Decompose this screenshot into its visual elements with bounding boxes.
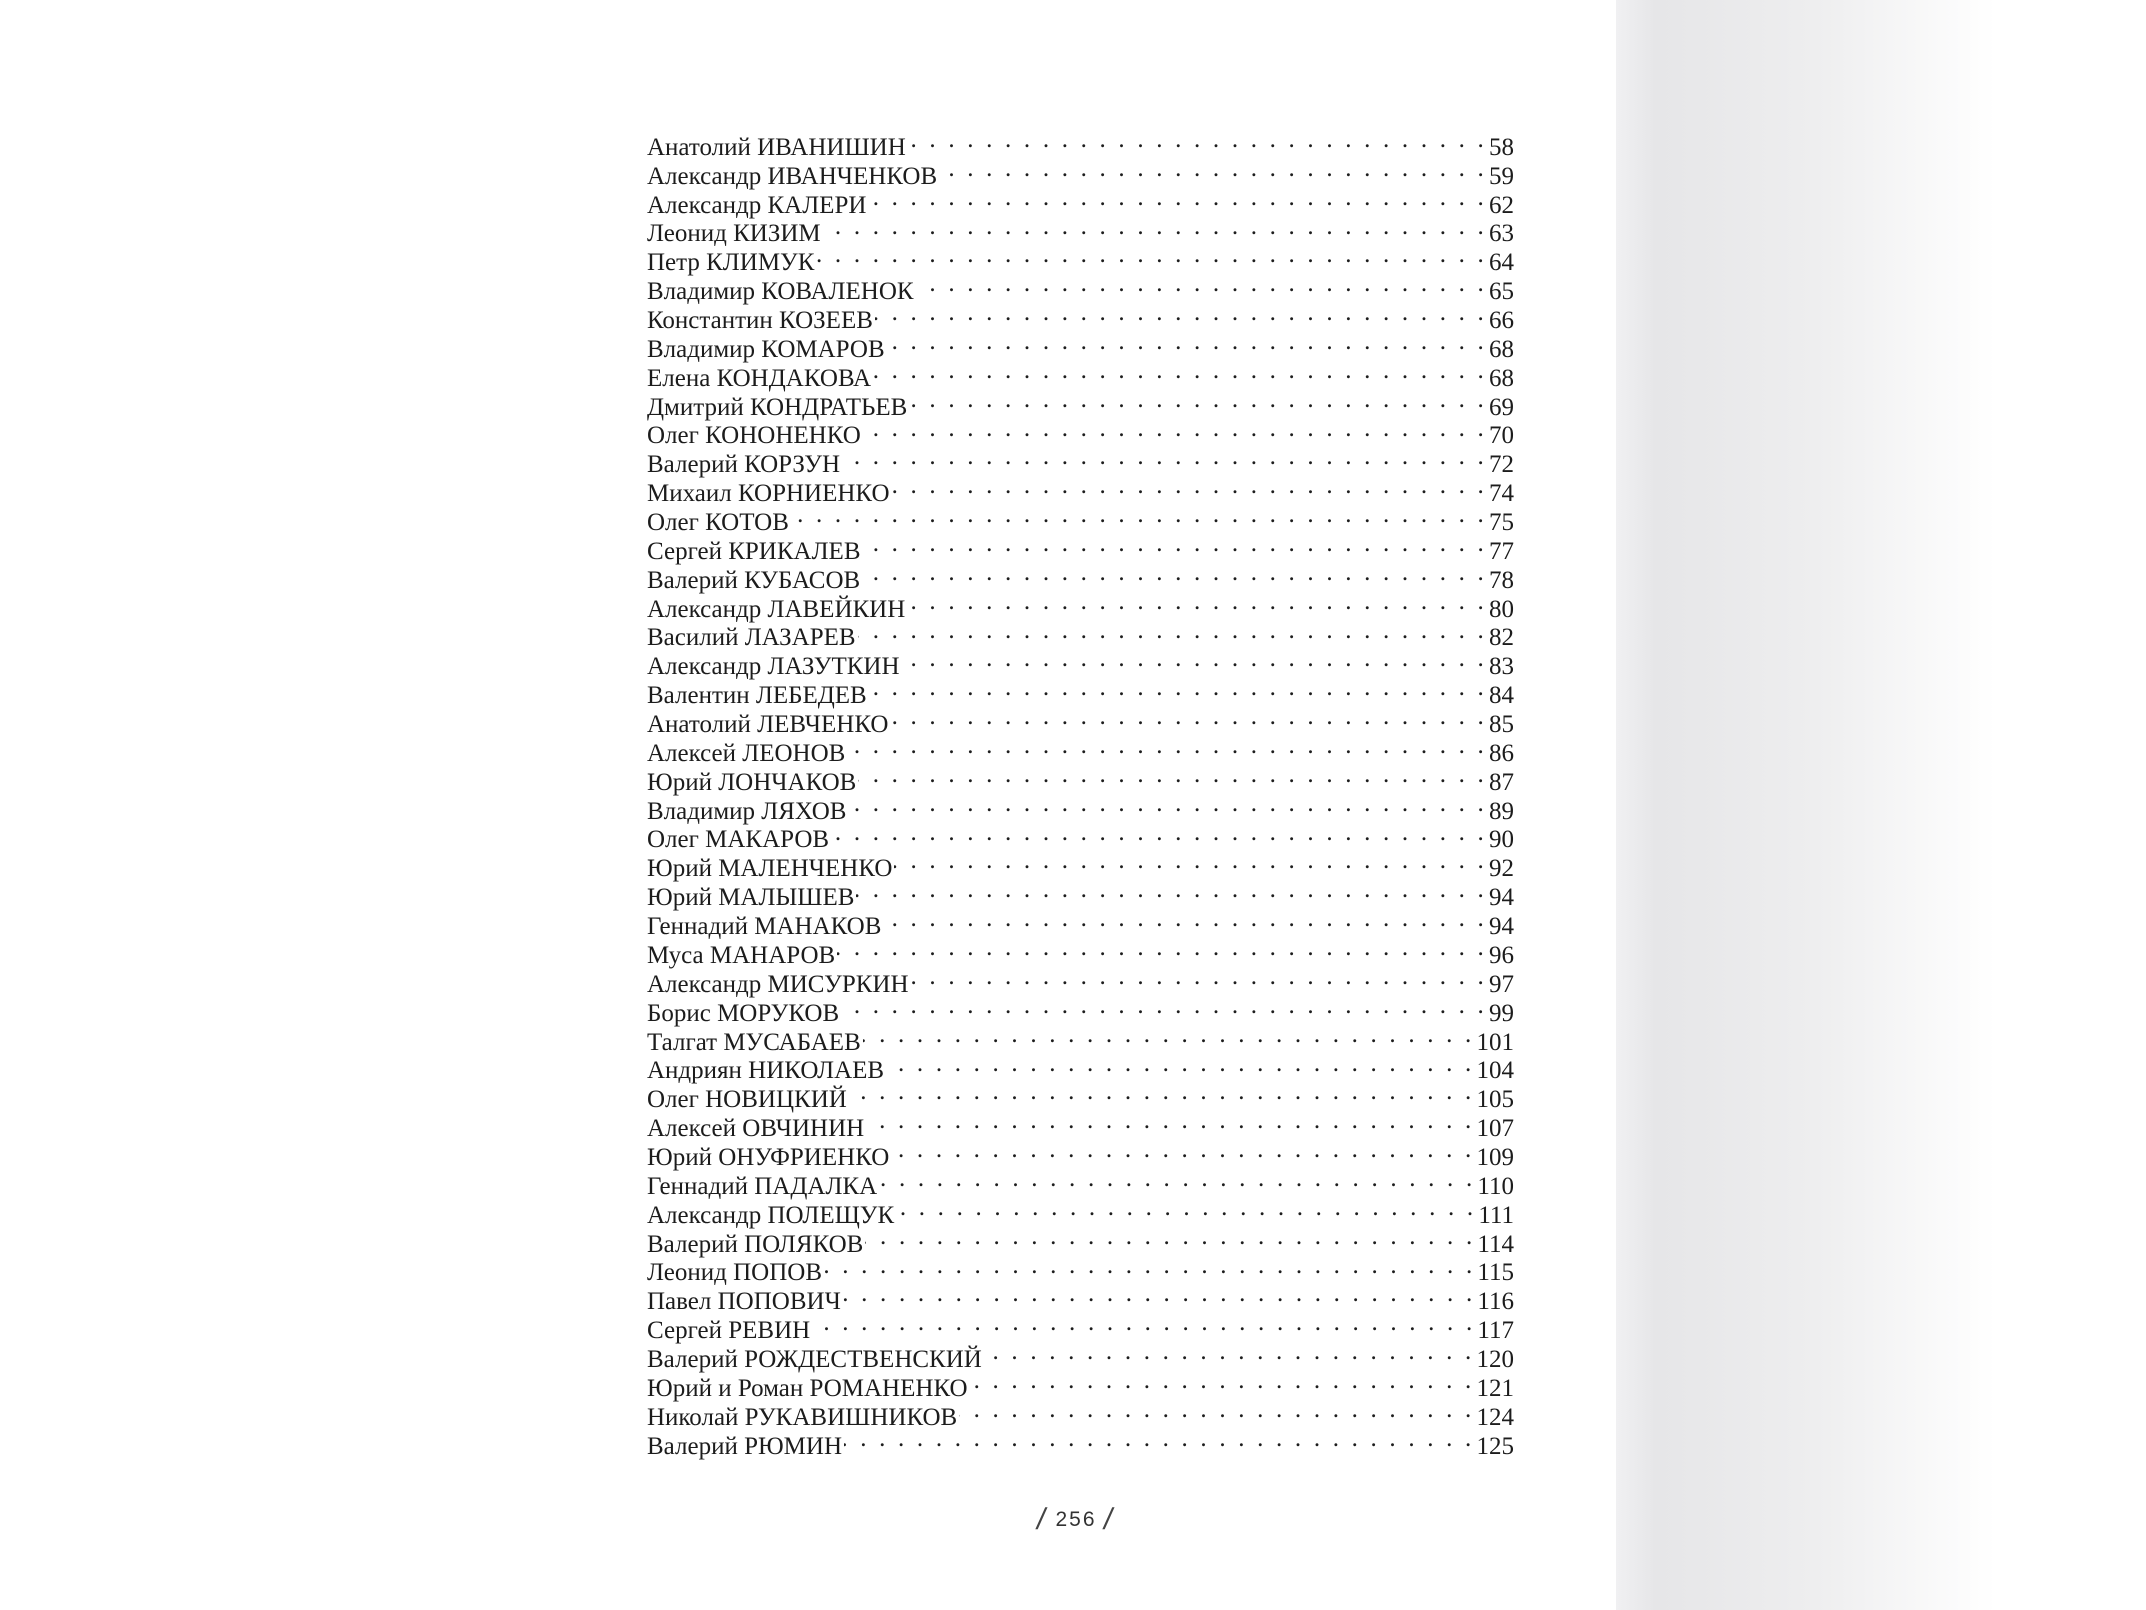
toc-leader-dots (896, 1194, 1476, 1223)
toc-entry-page: 97 (1489, 970, 1514, 998)
toc-entry-name: Олег МАКАРОВ (647, 826, 830, 854)
toc-entry-name: Валерий ПОЛЯКОВ (647, 1230, 864, 1258)
toc-leader-dots (847, 732, 1487, 761)
toc-entry-page: 74 (1489, 480, 1514, 508)
toc-entry-page: 117 (1477, 1317, 1514, 1345)
toc-leader-dots (856, 876, 1487, 905)
toc-entry-name: Александр ЛАВЕЙКИН (647, 595, 906, 623)
toc-entry-name: Елена КОНДАКОВА (647, 364, 872, 392)
toc-entry-name: Александр КАЛЕРИ (647, 191, 867, 219)
toc-entry-page: 75 (1489, 509, 1514, 537)
toc-entry-name: Сергей РЕВИН (647, 1317, 811, 1345)
toc-entry-page: 62 (1489, 191, 1514, 219)
toc-entry-name: Олег КОНОНЕНКО (647, 422, 861, 450)
toc-entry-page: 80 (1489, 595, 1514, 623)
toc-entry-page: 85 (1489, 711, 1514, 739)
toc-leader-dots (891, 1136, 1474, 1165)
toc-entry-name: Юрий МАЛЕНЧЕНКО (647, 855, 893, 883)
toc-entry-name: Юрий и Роман РОМАНЕНКО (647, 1374, 968, 1402)
toc-entry-name: Алексей ЛЕОНОВ (647, 739, 846, 767)
toc-entry-name: Александр ЛАЗУТКИН (647, 653, 900, 681)
toc-leader-dots (844, 1425, 1474, 1454)
toc-entry-page: 94 (1489, 913, 1514, 941)
toc-leader-dots (843, 1280, 1476, 1309)
toc-entry-name: Олег НОВИЦКИЙ (647, 1086, 847, 1114)
toc-entry-page: 105 (1476, 1086, 1514, 1114)
toc-entry-name: Анатолий ЛЕВЧЕНКО (647, 711, 889, 739)
slash-right: / (1101, 1503, 1118, 1536)
toc-leader-dots (886, 1050, 1474, 1079)
toc-entry-name: Николай РУКАВИШНИКОВ (647, 1403, 958, 1431)
page-edge-shadow (1616, 0, 2146, 1610)
toc-entry-name: Сергей КРИКАЛЕВ (647, 537, 861, 565)
toc-entry-page: 84 (1489, 682, 1514, 710)
toc-entry-page: 94 (1489, 884, 1514, 912)
toc-entry-name: Валерий КУБАСОВ (647, 566, 861, 594)
table-of-contents (647, 126, 1514, 1460)
toc-leader-dots (875, 299, 1487, 328)
toc-leader-dots (909, 386, 1487, 415)
toc-leader-dots (908, 126, 1487, 155)
toc-entry-name: Анатолий ИВАНИШИН (647, 133, 906, 161)
toc-leader-dots (863, 530, 1488, 559)
toc-entry-page: 64 (1489, 249, 1514, 277)
toc-entry-page: 82 (1489, 624, 1514, 652)
toc-leader-dots (862, 559, 1487, 588)
toc-entry-name: Леонид ПОПОВ (647, 1259, 822, 1287)
toc-leader-dots (868, 184, 1487, 213)
toc-entry-name: Юрий ЛОНЧАКОВ (647, 768, 857, 796)
toc-entry-page: 90 (1489, 826, 1514, 854)
toc-entry-page: 114 (1477, 1230, 1514, 1258)
slash-left: / (1034, 1503, 1051, 1536)
toc-entry-name: Алексей ОВЧИНИН (647, 1115, 865, 1143)
toc-entry-page: 68 (1489, 335, 1514, 363)
toc-entry-name: Владимир КОМАРОВ (647, 335, 885, 363)
toc-entry-page: 124 (1476, 1403, 1514, 1431)
toc-entry-page: 104 (1476, 1057, 1514, 1085)
toc-entry-page: 125 (1476, 1432, 1514, 1460)
toc-entry-name: Геннадий МАНАКОВ (647, 913, 882, 941)
toc-entry-page: 96 (1489, 941, 1514, 969)
toc-entry-page: 116 (1477, 1288, 1514, 1316)
toc-leader-dots (902, 645, 1487, 674)
toc-leader-dots (866, 1107, 1474, 1136)
toc-entry-name: Александр ИВАНЧЕНКОВ (647, 162, 938, 190)
toc-leader-dots (984, 1338, 1475, 1367)
toc-leader-dots (841, 992, 1487, 1021)
toc-entry-page: 109 (1476, 1143, 1514, 1171)
toc-entry-page: 65 (1489, 278, 1514, 306)
toc-entry-name: Муса МАНАРОВ (647, 941, 836, 969)
toc-entry-page: 89 (1489, 797, 1514, 825)
toc-entry-page: 69 (1489, 393, 1514, 421)
toc-leader-dots (824, 1252, 1475, 1281)
toc-leader-dots (849, 1078, 1475, 1107)
toc-entry-page: 77 (1489, 537, 1514, 565)
toc-entry-page: 87 (1489, 768, 1514, 796)
toc-leader-dots (892, 472, 1487, 501)
toc-leader-dots (816, 241, 1487, 270)
toc-entry-name: Валентин ЛЕБЕДЕВ (647, 682, 867, 710)
toc-entry-name: Юрий ОНУФРИЕНКО (647, 1143, 890, 1171)
toc-leader-dots (863, 1021, 1475, 1050)
toc-entry-name: Павел ПОПОВИЧ (647, 1288, 841, 1316)
toc-leader-dots (959, 1396, 1474, 1425)
toc-entry-name: Геннадий ПАДАЛКА (647, 1172, 878, 1200)
toc-leader-dots (907, 588, 1487, 617)
toc-leader-dots (879, 1165, 1475, 1194)
toc-entry-page: 72 (1489, 451, 1514, 479)
toc-entry-page: 66 (1489, 307, 1514, 335)
toc-entry-name: Борис МОРУКОВ (647, 999, 840, 1027)
toc-leader-dots (831, 819, 1487, 848)
toc-leader-dots (873, 357, 1487, 386)
toc-entry-name: Владимир КОВАЛЕНОК (647, 278, 914, 306)
toc-entry-name: Дмитрий КОНДРАТЬЕВ (647, 393, 908, 421)
toc-leader-dots (890, 703, 1487, 732)
toc-entry-page: 120 (1476, 1345, 1514, 1373)
toc-entry-page: 68 (1489, 364, 1514, 392)
toc-leader-dots (848, 790, 1487, 819)
toc-entry-name: Валерий КОРЗУН (647, 451, 841, 479)
toc-entry-name: Юрий МАЛЫШЕВ (647, 884, 855, 912)
toc-entry-name: Талгат МУСАБАЕВ (647, 1028, 861, 1056)
toc-entry-page: 83 (1489, 653, 1514, 681)
toc-leader-dots (858, 617, 1487, 646)
toc-entry-page: 110 (1477, 1172, 1514, 1200)
toc-leader-dots (869, 674, 1487, 703)
page-number-footer (1020, 1503, 1132, 1537)
toc-entry-page: 111 (1478, 1201, 1514, 1229)
toc-entry-page: 78 (1489, 566, 1514, 594)
toc-entry-page: 58 (1489, 133, 1514, 161)
toc-entry-name: Владимир ЛЯХОВ (647, 797, 847, 825)
toc-entry-name: Александр ПОЛЕЩУК (647, 1201, 895, 1229)
toc-entry-page: 63 (1489, 220, 1514, 248)
toc-leader-dots (812, 1309, 1475, 1338)
toc-entry-page: 99 (1489, 999, 1514, 1027)
toc-leader-dots (823, 213, 1487, 242)
toc-entry-page: 86 (1489, 739, 1514, 767)
toc-entry-page: 107 (1476, 1115, 1514, 1143)
toc-entry-name: Петр КЛИМУК (647, 249, 815, 277)
toc-entry (647, 126, 1514, 161)
toc-leader-dots (837, 934, 1487, 963)
toc-entry-name: Леонид КИЗИМ (647, 220, 821, 248)
toc-entry-page: 70 (1489, 422, 1514, 450)
toc-leader-dots (911, 963, 1487, 992)
toc-entry-page: 121 (1476, 1374, 1514, 1402)
toc-entry-page: 115 (1477, 1259, 1514, 1287)
toc-entry-name: Александр МИСУРКИН (647, 970, 909, 998)
toc-leader-dots (939, 155, 1487, 184)
toc-entry-name: Константин КОЗЕЕВ (647, 307, 873, 335)
toc-entry-name: Михаил КОРНИЕНКО (647, 480, 890, 508)
toc-leader-dots (883, 905, 1487, 934)
toc-entry-page: 59 (1489, 162, 1514, 190)
toc-leader-dots (865, 1223, 1475, 1252)
toc-entry-name: Андриян НИКОЛАЕВ (647, 1057, 885, 1085)
toc-entry-name: Валерий РЮМИН (647, 1432, 843, 1460)
toc-leader-dots (858, 761, 1487, 790)
toc-entry-name: Василий ЛАЗАРЕВ (647, 624, 856, 652)
toc-entry-page: 92 (1489, 855, 1514, 883)
toc-leader-dots (887, 328, 1487, 357)
page-number: 256 (1055, 1508, 1097, 1531)
toc-entry-name: Валерий РОЖДЕСТВЕНСКИЙ (647, 1345, 982, 1373)
toc-leader-dots (842, 443, 1487, 472)
toc-entry-name: Олег КОТОВ (647, 509, 789, 537)
toc-leader-dots (894, 847, 1487, 876)
toc-leader-dots (970, 1367, 1475, 1396)
toc-leader-dots (916, 270, 1487, 299)
toc-leader-dots (791, 501, 1487, 530)
toc-entry-page: 101 (1476, 1028, 1514, 1056)
toc-leader-dots (863, 415, 1487, 444)
